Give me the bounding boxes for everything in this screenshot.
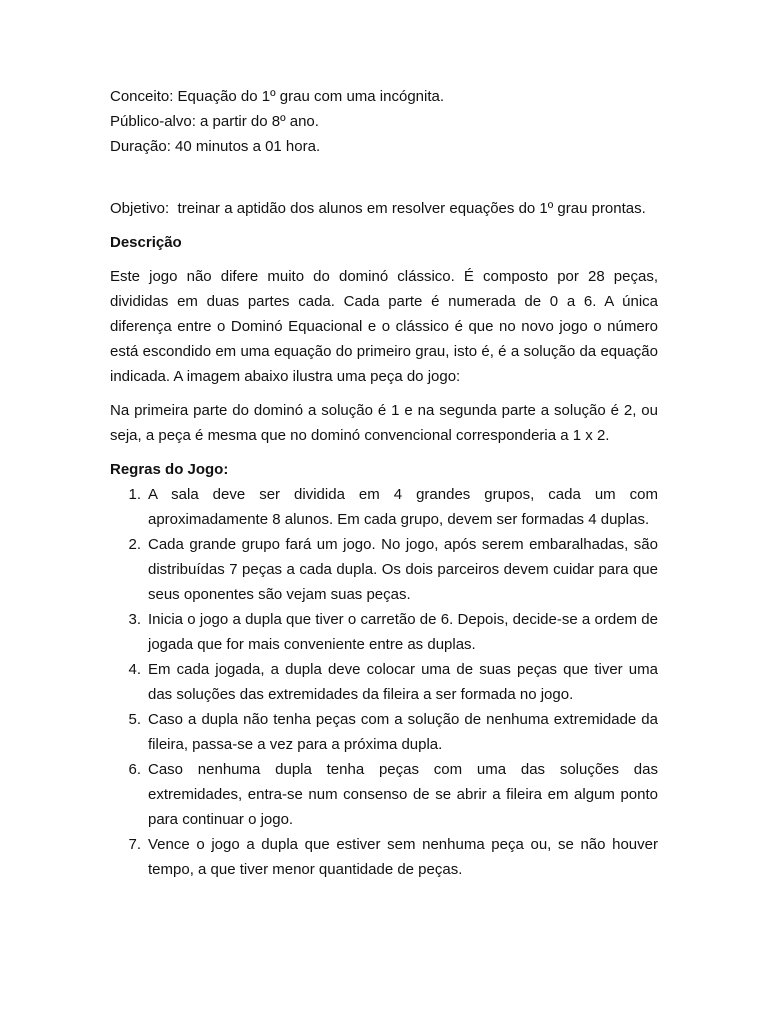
rule-text: Vence o jogo a dupla que estiver sem nenhuma peça ou, se não houver tempo, a que tiver menor quantidade de peças.	[148, 836, 658, 878]
rule-item	[110, 832, 658, 882]
regras-heading: Regras do Jogo:	[110, 461, 229, 478]
rule-text: Caso nenhuma dupla tenha peças com uma das soluções das extremidades, entra-se num consenso de se abrir a fileira em algum ponto para continuar o jogo.	[148, 761, 658, 828]
rule-number: 5.	[128, 711, 141, 728]
rule-text: Caso a dupla não tenha peças com a solução de nenhuma extremidade da fileira, passa-se a vez para a próxima dupla.	[148, 711, 658, 753]
rule-text: Inicia o jogo a dupla que tiver o carretão de 6. Depois, decide-se a ordem de jogada que for mais conveniente entre as duplas.	[148, 611, 658, 653]
rule-item	[110, 657, 658, 707]
rule-number: 7.	[128, 836, 141, 853]
rule-item	[110, 607, 658, 657]
rule-text: A sala deve ser dividida em 4 grandes grupos, cada um com aproximadamente 8 alunos. Em cada grupo, devem ser formadas 4 duplas.	[148, 486, 658, 528]
rule-text: Em cada jogada, a dupla deve colocar uma de suas peças que tiver uma das soluções das extremidades da fileira a ser formada no jogo.	[148, 661, 658, 703]
rule-number: 4.	[128, 661, 141, 678]
objetivo-paragraph: Objetivo: treinar a aptidão dos alunos em resolver equações do 1º grau prontas.	[110, 200, 646, 217]
rule-number: 6.	[128, 761, 141, 778]
regras-list	[110, 482, 658, 882]
descricao-heading: Descrição	[110, 234, 182, 251]
rule-number: 3.	[128, 611, 141, 628]
duracao-line: Duração: 40 minutos a 01 hora.	[110, 138, 321, 155]
rule-text: Cada grande grupo fará um jogo. No jogo, após serem embaralhadas, são distribuídas 7 peças a cada dupla. Os dois parceiros devem cuidar para que seus oponentes são vejam suas peças.	[148, 536, 658, 603]
rule-number: 1.	[128, 486, 141, 503]
publico-alvo-line: Público-alvo: a partir do 8º ano.	[110, 113, 319, 130]
rule-item	[110, 532, 658, 607]
descricao-paragraph-1: Este jogo não difere muito do dominó clássico. É composto por 28 peças, divididas em duas partes cada. Cada parte é numerada de 0 a 6. A única diferença entre o Dominó Equacional e o clássico é que no novo jogo o número está escondido em uma equação do primeiro grau, isto é, é a solução da equação indicada. A imagem abaixo ilustra uma peça do jogo:	[110, 268, 658, 385]
descricao-paragraph-2: Na primeira parte do dominó a solução é 1 e na segunda parte a solução é 2, ou seja, a peça é mesma que no dominó convencional corresponderia a 1 x 2.	[110, 402, 658, 444]
conceito-line: Conceito: Equação do 1º grau com uma incógnita.	[110, 88, 445, 105]
rule-item	[110, 707, 658, 757]
rule-item	[110, 482, 658, 532]
document-page	[110, 84, 658, 882]
rule-number: 2.	[128, 536, 141, 553]
rule-item	[110, 757, 658, 832]
